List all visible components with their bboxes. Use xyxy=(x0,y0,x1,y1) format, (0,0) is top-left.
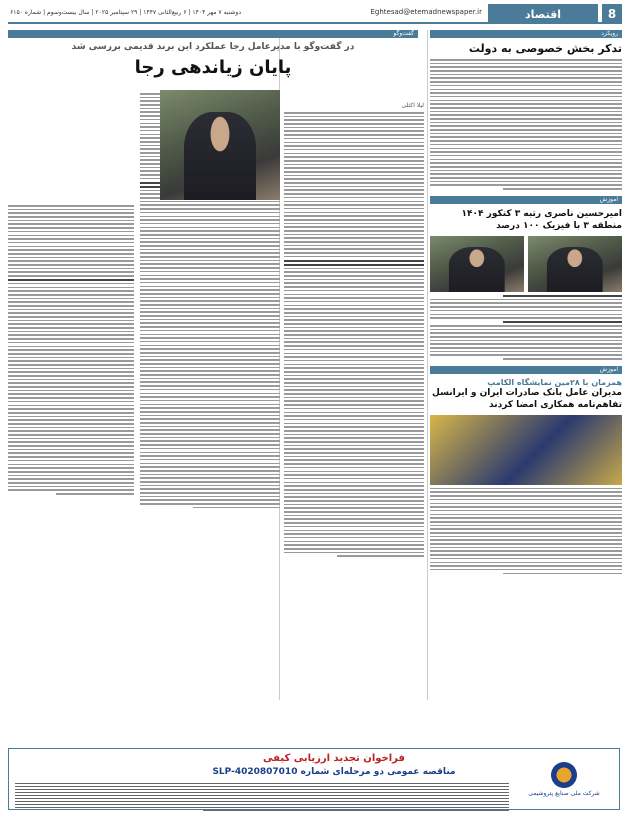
article-headline: امیرحسین ناصری رتبه ۳ کنکور ۱۴۰۴ منطقه ۳ با فیزیک ۱۰۰ درصد xyxy=(461,208,622,231)
interviewee-photo xyxy=(160,90,280,200)
section-tag: گفت‌وگو xyxy=(8,30,418,38)
page-number: 8 xyxy=(602,4,622,24)
article-body xyxy=(430,488,622,574)
photo-row xyxy=(430,236,622,292)
interview-block xyxy=(8,30,418,80)
byline: لیلا اکثلی xyxy=(401,102,424,109)
ad-body xyxy=(15,781,509,813)
article-body xyxy=(430,59,622,190)
article-headline: تدکر بخش خصوصی به دولت xyxy=(468,42,622,55)
article-headline: مدیران عامل بانک صادرات ایران و ایرانسل تفاهم‌نامه همکاری امضا کردند xyxy=(432,387,622,410)
section-tag: آموزش xyxy=(430,196,622,204)
section-title: اقتصاد xyxy=(488,4,598,24)
tender-advertisement xyxy=(8,748,620,810)
article-headline: پایان زیاندهی رجا xyxy=(134,57,292,78)
article-kicker: همزمان با ۲۸مین نمایشگاه الکامپ xyxy=(487,377,622,387)
column-divider xyxy=(427,30,428,700)
article-photo xyxy=(430,415,622,485)
right-column xyxy=(430,30,622,576)
section-email: Eghtesad@etemadnewspaper.ir xyxy=(370,8,482,16)
article-photo xyxy=(528,236,622,292)
article-body xyxy=(284,112,424,557)
interview-body-left xyxy=(8,90,280,511)
page-header xyxy=(8,4,622,24)
interview-body-col-2 xyxy=(8,202,134,511)
article-photo xyxy=(430,236,524,292)
article-body xyxy=(430,295,622,360)
section-tag: آموزش xyxy=(430,366,622,374)
article-kicker: در گفت‌وگو با مدیرعامل رجا عملکرد این برند قدیمی بررسی شد xyxy=(71,42,355,52)
advertiser-logo: شرکت ملی صنایع پتروشیمی xyxy=(515,753,613,805)
ad-subtitle: مناقصه عمومی دو مرحله‌ای شماره SLP-4020807010 xyxy=(212,767,456,777)
interview-body-col-1 xyxy=(284,100,424,559)
issue-date: دوشنبه ۷ مهر ۱۴۰۴ | ۶ ربیع‌الثانی ۱۴۴۷ | ۲۹ سپتامبر ۲۰۲۵ | سال بیست‌وسوم | شماره ۶۱۵۰ xyxy=(10,9,241,16)
section-tag: رویکرد xyxy=(430,30,622,38)
ad-title: فراخوان تجدید ارزیابی کیفی xyxy=(263,753,405,764)
petrochemical-logo-icon xyxy=(551,762,577,788)
